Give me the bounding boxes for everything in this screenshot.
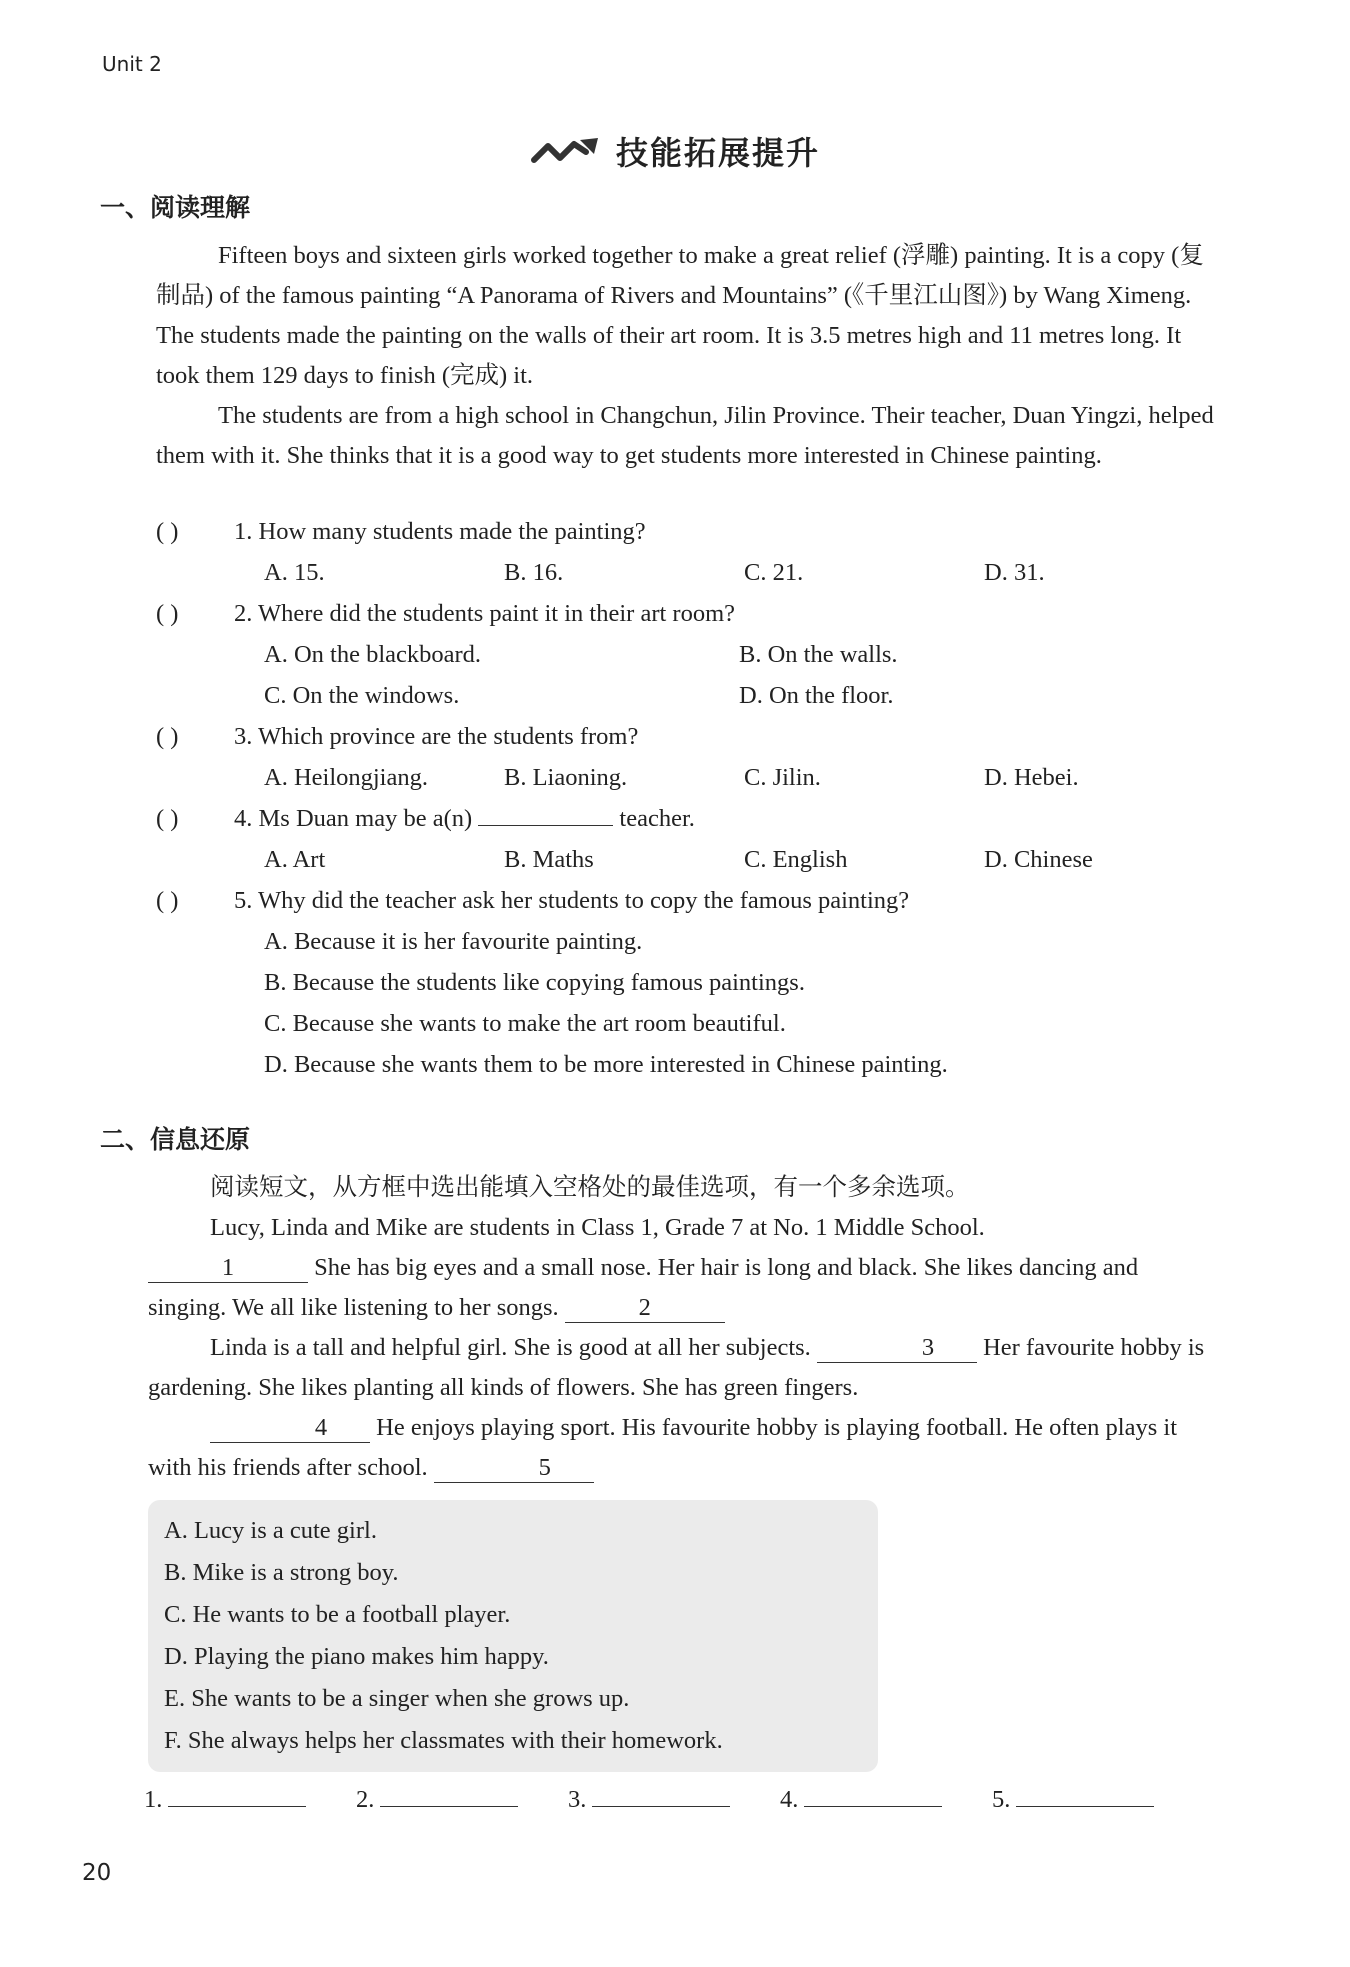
- box-option: B. Mike is a strong boy.: [164, 1559, 399, 1586]
- passage-paragraph: Fifteen boys and sixteen girls worked together to make a great relief (浮雕) painting. It is a copy (复制品) of the famous painting “A Panorama of Rivers and Mountains” (《千里江山图》) by Wang Ximeng. The students made the painting on the walls of their art room. It is 3.5 metres high and 11 metres long. It took them 129 days to finish (完成) it.: [156, 242, 1204, 389]
- box-option: F. She always helps her classmates with their homework.: [164, 1727, 723, 1754]
- info-passage: [148, 1168, 1218, 1488]
- fill-blank[interactable]: [478, 799, 613, 826]
- box-option: E. She wants to be a singer when she grows up.: [164, 1685, 630, 1712]
- option-box: [148, 1500, 878, 1772]
- question-text-after: teacher.: [619, 805, 695, 832]
- answer-slot: [992, 1778, 1204, 1814]
- question-text: 2. Where did the students paint it in their art room?: [234, 600, 735, 627]
- paragraph-text: He enjoys playing sport. His favourite hobby is playing football. He often plays it with his friends after school.: [148, 1414, 1178, 1481]
- answer-blank[interactable]: [168, 1778, 306, 1807]
- paragraph-text: She has big eyes and a small nose. Her hair is long and black. She likes dancing and singing. We all like listening to her songs.: [148, 1254, 1139, 1321]
- answer-slot: [568, 1778, 780, 1814]
- answer-label: 5.: [992, 1786, 1011, 1813]
- blank-2[interactable]: 2: [565, 1294, 725, 1323]
- answer-slot: [780, 1778, 992, 1814]
- option-row: B. Because the students like copying famous paintings.: [264, 969, 805, 996]
- option: B. On the walls.: [739, 641, 898, 668]
- option: C. English: [744, 846, 848, 873]
- box-option: A. Lucy is a cute girl.: [164, 1517, 377, 1544]
- question-text: 5. Why did the teacher ask her students to copy the famous painting?: [234, 887, 910, 914]
- answer-bracket[interactable]: ( ): [156, 887, 179, 914]
- answer-label: 2.: [356, 1786, 375, 1813]
- question-text-before: 4. Ms Duan may be a(n): [234, 805, 473, 832]
- option: D. 31.: [984, 559, 1045, 586]
- box-option: C. He wants to be a football player.: [164, 1601, 511, 1628]
- option: C. On the windows.: [264, 682, 460, 709]
- option: D. Chinese: [984, 846, 1093, 873]
- passage-paragraph: [148, 1408, 1218, 1488]
- option: A. Heilongjiang.: [264, 764, 428, 791]
- section-heading-info: 二、信息还原: [100, 1125, 251, 1154]
- question-list: [156, 512, 1216, 1086]
- answer-bracket[interactable]: ( ): [156, 805, 179, 832]
- paragraph-text: Linda is a tall and helpful girl. She is good at all her subjects.: [210, 1334, 811, 1361]
- option: C. 21.: [744, 559, 804, 586]
- reading-passage: [156, 236, 1216, 476]
- passage-paragraph: [148, 1328, 1218, 1408]
- answer-label: 3.: [568, 1786, 587, 1813]
- instruction-text: 阅读短文，从方框中选出能填入空格处的最佳选项，有一个多余选项。: [210, 1174, 970, 1201]
- option: D. On the floor.: [739, 682, 894, 709]
- answer-label: 1.: [144, 1786, 163, 1813]
- intro-text: Lucy, Linda and Mike are students in Class 1, Grade 7 at No. 1 Middle School.: [210, 1214, 985, 1241]
- box-option: D. Playing the piano makes him happy.: [164, 1643, 549, 1670]
- question-item: [156, 799, 1216, 840]
- option-row: [264, 635, 1216, 676]
- page-header: [0, 128, 1350, 174]
- answer-blank[interactable]: [804, 1778, 942, 1807]
- question-item: [156, 594, 1216, 635]
- option: D. Hebei.: [984, 764, 1079, 791]
- answer-blank[interactable]: [1016, 1778, 1154, 1807]
- page-number: 20: [82, 1860, 112, 1886]
- page-title: 技能拓展提升: [615, 134, 820, 172]
- question-text: 1. How many students made the painting?: [234, 518, 646, 545]
- option: A. On the blackboard.: [264, 641, 482, 668]
- option-row: C. Because she wants to make the art room beautiful.: [264, 1010, 786, 1037]
- question-item: [156, 881, 1216, 922]
- option: A. Art: [264, 846, 326, 873]
- question-text: 3. Which province are the students from?: [234, 723, 639, 750]
- option-row: D. Because she wants them to be more interested in Chinese painting.: [264, 1051, 948, 1078]
- question-item: [156, 512, 1216, 553]
- unit-label: Unit 2: [102, 52, 162, 76]
- blank-1[interactable]: 1: [148, 1254, 308, 1283]
- answer-label: 4.: [780, 1786, 799, 1813]
- option: A. 15.: [264, 559, 325, 586]
- answer-slot: [356, 1778, 568, 1814]
- paragraph-text: Her favourite hobby is gardening. She likes planting all kinds of flowers. She has green fingers.: [148, 1334, 1205, 1401]
- passage-paragraph: The students are from a high school in Changchun, Jilin Province. Their teacher, Duan Yingzi, helped them with it. She thinks that it is a good way to get students more interested in Chinese painting.: [156, 402, 1214, 469]
- answer-slot: [144, 1778, 356, 1814]
- question-item: [156, 717, 1216, 758]
- option-row: [264, 676, 1216, 717]
- answer-bracket[interactable]: ( ): [156, 723, 179, 750]
- option: B. Liaoning.: [504, 764, 628, 791]
- answer-bracket[interactable]: ( ): [156, 600, 179, 627]
- blank-3[interactable]: 3: [817, 1334, 977, 1363]
- answer-blank[interactable]: [380, 1778, 518, 1807]
- blank-5[interactable]: 5: [434, 1454, 594, 1483]
- answer-blank[interactable]: [592, 1778, 730, 1807]
- option: B. Maths: [504, 846, 594, 873]
- blank-4[interactable]: 4: [210, 1414, 370, 1443]
- question-text: [234, 799, 1216, 839]
- option-row: [264, 840, 1216, 881]
- answer-bracket[interactable]: ( ): [156, 518, 179, 545]
- option-row: [264, 553, 1216, 594]
- answer-row: [144, 1778, 1204, 1814]
- option-row: A. Because it is her favourite painting.: [264, 928, 643, 955]
- trend-arrow-icon: [530, 134, 602, 168]
- passage-paragraph: [148, 1248, 1218, 1328]
- option: B. 16.: [504, 559, 564, 586]
- option: C. Jilin.: [744, 764, 821, 791]
- option-row: [264, 758, 1216, 799]
- section-heading-reading: 一、阅读理解: [100, 193, 251, 222]
